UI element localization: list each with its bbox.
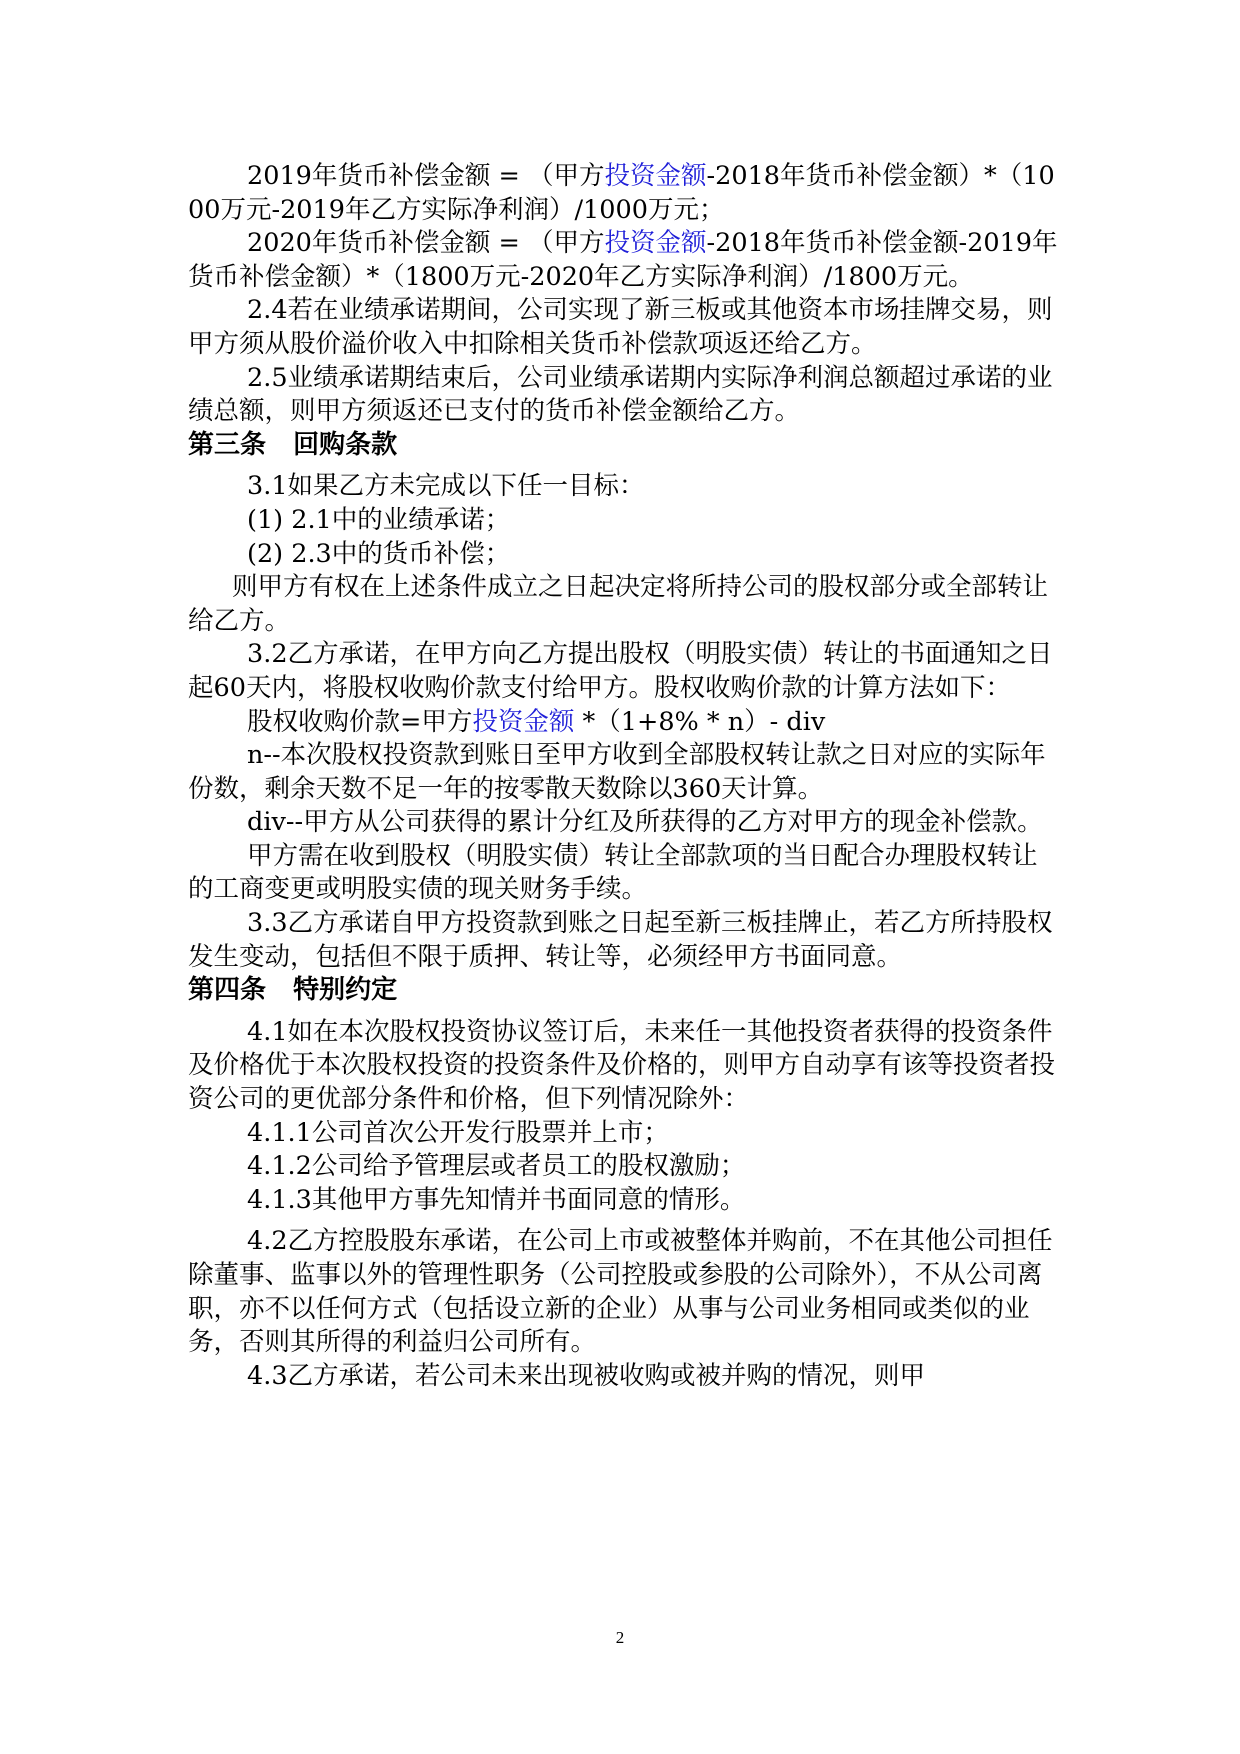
clause-2-4: 2.4若在业绩承诺期间，公司实现了新三板或其他资本市场挂牌交易，则甲方须从股价溢价收入中扣除相关货币补偿款项返还给乙方。 (188, 295, 1053, 359)
clause-3-2-tail: 甲方需在收到股权（明股实债）转让全部款项的当日配合办理股权转让的工商变更或明股实债的现关财务手续。 (188, 840, 1038, 905)
definition-div: div--甲方从公司获得的累计分红及所获得的乙方对甲方的现金补偿款。 (247, 807, 1043, 838)
section-heading-3: 第三条 回购条款 (188, 429, 398, 460)
clause-3-1-item-2: (2) 2.3中的货币补偿； (247, 538, 511, 569)
formula-purchase-price (188, 706, 1060, 740)
clause-4-1: 4.1如在本次股权投资协议签订后，未来任一其他投资者获得的投资条件及价格优于本次股权投资的投资条件及价格的，则甲方自动享有该等投资者投资公司的更优部分条件和价格，但下列情况除外： (188, 1016, 1056, 1115)
clause-3-1-result: 则甲方有权在上述条件成立之日起决定将所持公司的股权部分或全部转让给乙方。 (188, 572, 1049, 636)
definition-n: n--本次股权投资款到账日至甲方收到全部股权转让款之日对应的实际年份数，剩余天数不足一年的按零散天数除以360天计算。 (188, 740, 1046, 804)
clause-4-1-3: 4.1.3其他甲方事先知情并书面同意的情形。 (247, 1184, 746, 1215)
clause-4-2: 4.2乙方控股股东承诺，在公司上市或被整体并购前，不在其他公司担任除董事、监事以外的管理性职务（公司控股或参股的公司除外），不从公司离职，亦不以任何方式（包括设立新的企业）从事与公司业务相同或类似的业务，否则其所得的利益归公司所有。 (188, 1226, 1053, 1358)
clause-3-1-item-1: (1) 2.1中的业绩承诺； (247, 504, 511, 535)
formula-price-part-b: *（1+8% * n）- div (574, 706, 826, 737)
investment-amount-link[interactable]: 投资金额 (472, 706, 575, 737)
clause-4-1-2: 4.1.2公司给予管理层或者员工的股权激励； (247, 1151, 746, 1182)
clause-3-2: 3.2乙方承诺，在甲方向乙方提出股权（明股实债）转让的书面通知之日起60天内，将股权收购价款支付给甲方。股权收购价款的计算方法如下： (188, 639, 1053, 703)
formula-2020 (188, 227, 1060, 294)
formula-2019-part-b: -2018年货币补偿金额）*（1000万元-2019年乙方实际净利润）/1000万元； (188, 161, 1055, 225)
investment-amount-link[interactable]: 投资金额 (604, 161, 707, 191)
formula-price-part-a: 股权收购价款=甲方 (247, 706, 473, 737)
document-body (188, 160, 1060, 1393)
clause-3-1: 3.1如果乙方未完成以下任一目标： (247, 471, 645, 502)
clause-2-5: 2.5业绩承诺期结束后，公司业绩承诺期内实际净利润总额超过承诺的业绩总额，则甲方须返还已支付的货币补偿金额给乙方。 (188, 362, 1053, 427)
clause-4-3: 4.3乙方承诺，若公司未来出现被收购或被并购的情况，则甲 (247, 1360, 926, 1391)
section-heading-4: 第四条 特别约定 (188, 975, 398, 1006)
clause-3-3: 3.3乙方承诺自甲方投资款到账之日起至新三板挂牌止，若乙方所持股权发生变动，包括但不限于质押、转让等，必须经甲方书面同意。 (188, 908, 1053, 972)
investment-amount-link[interactable]: 投资金额 (604, 228, 707, 259)
formula-2020-part-a: 2020年货币补偿金额 = （甲方 (247, 228, 605, 259)
formula-2020-part-b: -2018年货币补偿金额-2019年货币补偿金额）*（1800万元-2020年乙方实际净利润）/1800万元。 (188, 228, 1058, 292)
formula-2019-part-a: 2019年货币补偿金额 = （甲方 (247, 161, 605, 191)
page-number: 2 (615, 1628, 625, 1647)
formula-2019 (188, 160, 1060, 227)
clause-4-1-1: 4.1.1公司首次公开发行股票并上市； (247, 1117, 669, 1148)
